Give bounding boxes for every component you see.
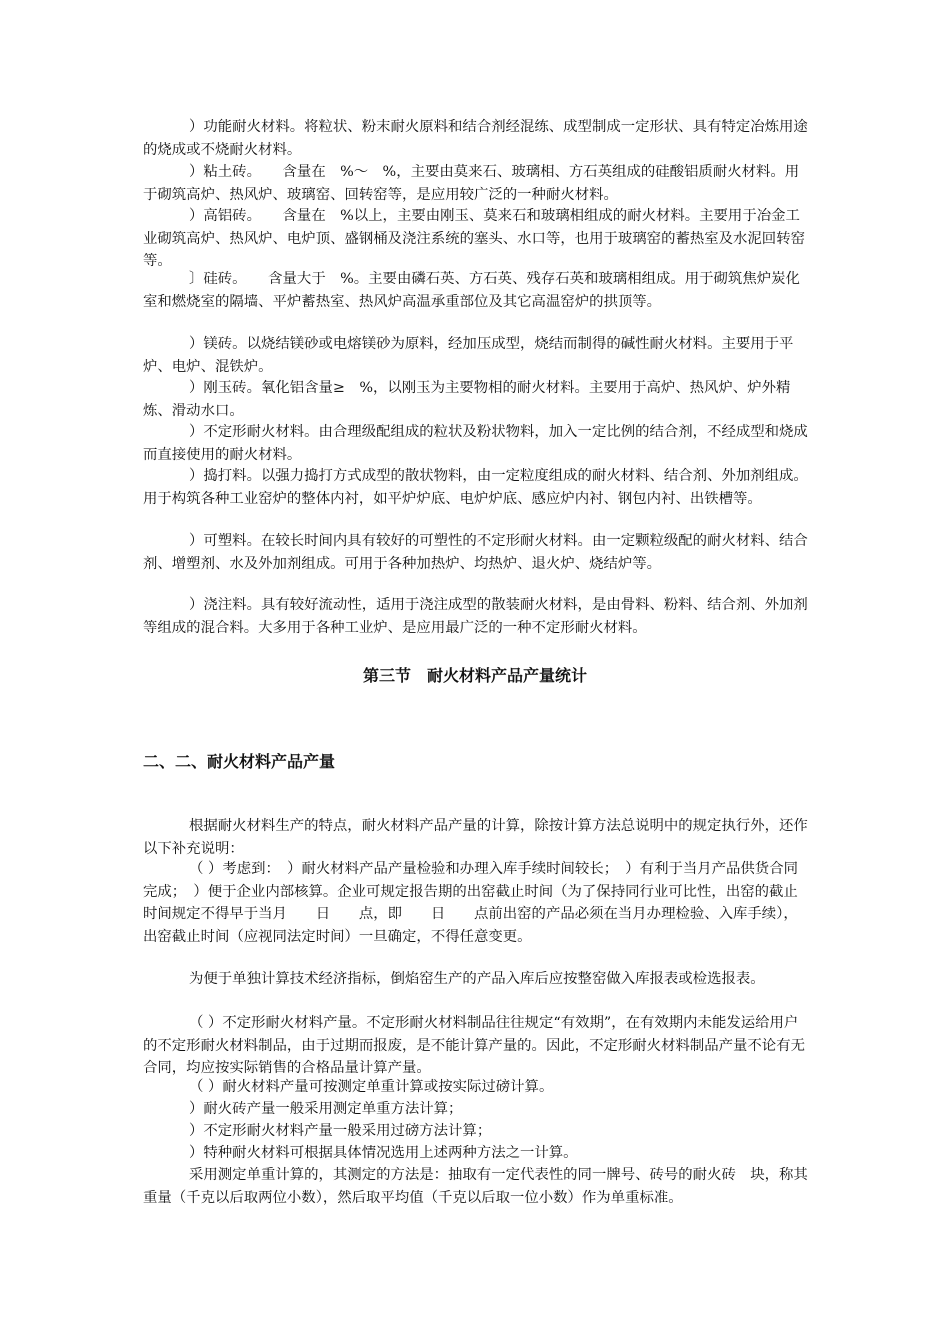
paragraph-castable: ）浇注料。具有较好流动性，适用于浇注成型的散装耐火材料，是由骨料、粉料、结合剂、外加剂等组成的混合料。大多用于各种工业炉、是应用最广泛的一种不定形耐火材料。: [143, 597, 808, 636]
section-title: 第三节 耐火材料产品产量统计: [362, 666, 587, 685]
paragraph-ramming-mass: ）捣打料。以强力捣打方式成型的散状物料，由一定粒度组成的耐火材料、结合剂、外加剂组成。用于构筑各种工业窑炉的整体内衬，如平炉炉底、电炉炉底、感应炉内衬、钢包内衬、出铁槽等。: [143, 468, 808, 507]
paragraph-high-alumina-brick: ）高铝砖。 含量在 %以上，主要由刚玉、莫来石和玻璃相组成的耐火材料。主要用于冶金工业砌筑高炉、热风炉、电炉顶、盛钢桶及浇注系统的塞头、水口等，也用于玻璃窑的蓄热室及水泥回转窑等。: [143, 208, 805, 269]
paragraph-plastic-refractory: ）可塑料。在较长时间内具有较好的可塑性的不定形耐火材料。由一定颗粒级配的耐火材料、结合剂、增塑剂、水及外加剂组成。可用于各种加热炉、均热炉、退火炉、烧结炉等。: [143, 533, 808, 572]
paragraph-silica-brick: 〕硅砖。 含量大于 %。主要由磷石英、方石英、残存石英和玻璃相组成。用于砌筑焦炉炭化室和燃烧室的隔墙、平炉蓄热室、热风炉高温承重部位及其它高温窑炉的拱顶等。: [143, 271, 800, 310]
paragraph-subitem-unshaped: ）不定形耐火材料产量一般采用过磅方法计算；: [189, 1123, 492, 1139]
paragraph-magnesia-brick: ）镁砖。以烧结镁砂或电熔镁砂为原料，经加压成型，烧结而制得的碱性耐火材料。主要用于平炉、电炉、混铁炉。: [143, 336, 794, 375]
paragraph-clay-brick: ）粘土砖。 含量在 %～ %，主要由莫来石、玻璃相、方石英组成的硅酸铝质耐火材料。用于砌筑高炉、热风炉、玻璃窑、回转窑等，是应用较广泛的一种耐火材料。: [143, 164, 800, 203]
paragraph-functional-refractory: ）功能耐火材料。将粒状、粉末耐火原料和结合剂经混练、成型制成一定形状、具有特定冶炼用途的烧成或不烧耐火材料。: [143, 119, 808, 158]
paragraph-unshaped-refractory: ）不定形耐火材料。由合理级配组成的粒状及粉状物料，加入一定比例的结合剂，不经成型和烧成而直接使用的耐火材料。: [143, 424, 808, 463]
paragraph-downdraft-kiln: 为便于单独计算技术经济指标，倒焰窑生产的产品入库后应按整窑做入库报表或检选报表。: [189, 971, 765, 987]
paragraph-item-3-measurement: （ ）耐火材料产量可按测定单重计算或按实际过磅计算。: [189, 1079, 554, 1095]
paragraph-item-2-unshaped-output: （ ）不定形耐火材料产量。不定形耐火材料制品往往规定“有效期”，在有效期内未能发运给用户的不定形耐火材料制品，由于过期而报废，是不能计算产量的。因此，不定形耐火材料制品产量不论有无合同，均应按实际销售的合格品量计算产量。: [143, 1015, 805, 1076]
subsection-title: 二、二、耐火材料产品产量: [143, 752, 336, 771]
paragraph-subitem-brick: ）耐火砖产量一般采用测定单重方法计算；: [189, 1101, 463, 1117]
paragraph-unit-weight-method: 采用测定单重计算的，其测定的方法是：抽取有一定代表性的同一牌号、砖号的耐火砖 块，称其重量（千克以后取两位小数），然后取平均值（千克以后取一位小数）作为单重标准。: [143, 1167, 808, 1206]
paragraph-intro: 根据耐火材料生产的特点，耐火材料产品产量的计算，除按计算方法总说明中的规定执行外，还作以下补充说明：: [143, 818, 808, 857]
paragraph-item-1-cutoff-time: （ ）考虑到： ）耐火材料产品产量检验和办理入库手续时间较长； ）有利于当月产品供货合同完成； ）便于企业内部核算。企业可规定报告期的出窑截止时间（为了保持同行业可比性，出窑的截止时间规定不得早于当月 日 点，即 日 点前出窑的产品必须在当月办理检验、入库手续），出窑截止时间（应视同法定时间）一旦确定，不得任意变更。: [143, 861, 798, 945]
paragraph-corundum-brick: ）刚玉砖。氧化铝含量≥ %，以刚玉为主要物相的耐火材料。主要用于高炉、热风炉、炉外精炼、滑动水口。: [143, 380, 791, 419]
paragraph-subitem-special: ）特种耐火材料可根据具体情况选用上述两种方法之一计算。: [189, 1145, 578, 1161]
